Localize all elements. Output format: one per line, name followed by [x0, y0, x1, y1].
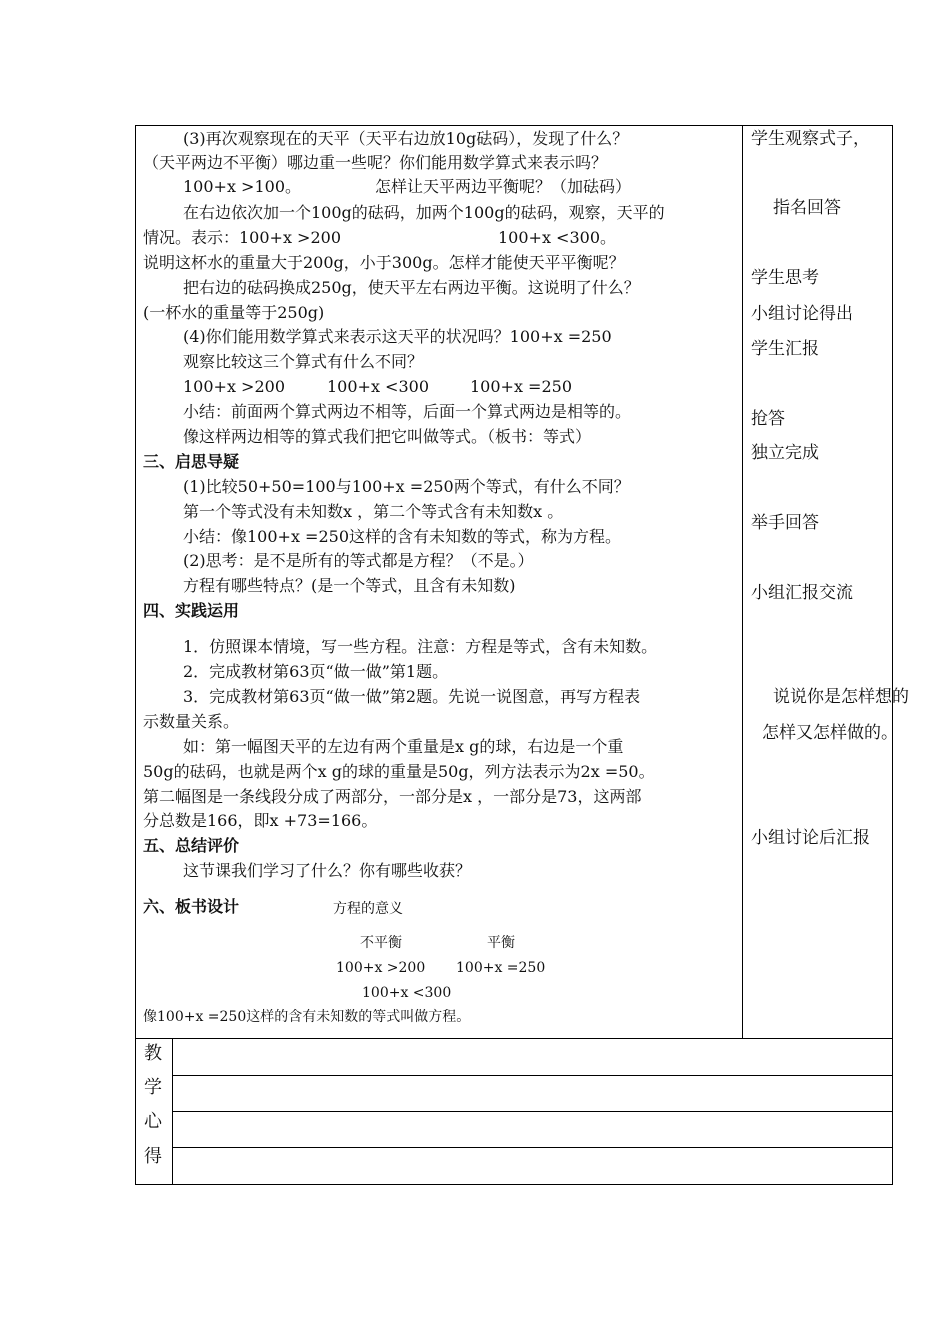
side-note: 指名回答: [773, 198, 841, 218]
board-title: 方程的意义: [333, 901, 403, 917]
reflection-label-char: 学: [144, 1077, 162, 1098]
column-divider: [742, 125, 743, 1038]
main-line: 3．完成教材第63页“做一做”第2题。先说一说图意，再写方程表: [183, 687, 641, 706]
side-note: 独立完成: [751, 443, 819, 463]
board-balanced: 平衡: [487, 935, 515, 951]
main-line: (2)思考：是不是所有的等式都是方程？（不是。）: [183, 551, 534, 570]
main-line: 小结：像100+x =250这样的含有未知数的等式，称为方程。: [183, 527, 622, 546]
main-line: 2．完成教材第63页“做一做”第1题。: [183, 662, 449, 681]
side-note: 学生思考: [751, 268, 819, 288]
section-heading: 五、总结评价: [143, 836, 240, 855]
board-eq1: 100+x >200: [336, 960, 426, 976]
main-line: 这节课我们学习了什么？你有哪些收获？: [183, 861, 472, 880]
board-eq2: 100+x =250: [456, 960, 546, 976]
reflection-line-2: [172, 1111, 893, 1112]
section-heading: 四、实践运用: [143, 601, 240, 620]
main-line: 分总数是166，即x +73=166。: [143, 811, 378, 830]
reflection-label-char: 得: [144, 1146, 162, 1167]
reflection-label-char: 教: [144, 1043, 162, 1064]
reflection-line-3: [172, 1147, 893, 1148]
board-eq3: 100+x <300: [362, 985, 452, 1001]
main-line: 把右边的砝码换成250g，使天平左右两边平衡。这说明了什么？: [183, 278, 640, 297]
main-line: 第一个等式没有未知数x ，第二个等式含有未知数x 。: [183, 502, 564, 521]
main-line: 50g的砝码，也就是两个x g的球的重量是50g，列方法表示为2x =50。: [143, 762, 655, 781]
main-line: 怎样让天平两边平衡呢？（加砝码）: [375, 177, 632, 196]
row-divider: [135, 1038, 893, 1039]
main-line: 1．仿照课本情境，写一些方程。注意：方程是等式，含有未知数。: [183, 637, 658, 656]
main-line: 小结：前面两个算式两边不相等，后面一个算式两边是相等的。: [183, 402, 632, 421]
main-line: 在右边依次加一个100g的砝码，加两个100g的砝码，观察，天平的: [183, 203, 665, 222]
side-note: 抢答: [751, 409, 785, 429]
reflection-line-1: [172, 1075, 893, 1076]
main-line: (4)你们能用数学算式来表示这天平的状况吗？100+x =250: [183, 327, 612, 346]
main-line: 观察比较这三个算式有什么不同？: [183, 352, 424, 371]
board-summary: 像100+x =250这样的含有未知数的等式叫做方程。: [143, 1009, 471, 1025]
main-line: (1)比较50+50=100与100+x =250两个等式，有什么不同？: [183, 477, 630, 496]
main-line: 如：第一幅图天平的左边有两个重量是x g的球，右边是一个重: [183, 737, 624, 756]
main-line: 说明这杯水的重量大于200g，小于300g。怎样才能使天平平衡呢？: [143, 253, 625, 272]
side-note: 学生观察式子，: [751, 129, 870, 149]
reflection-label-char: 心: [144, 1111, 162, 1132]
main-line: 100+x >100。: [183, 177, 302, 196]
main-line: (一杯水的重量等于250g): [143, 303, 325, 322]
side-note: 说说你是怎样想的: [773, 687, 909, 707]
main-line: 像这样两边相等的算式我们把它叫做等式。（板书：等式）: [183, 427, 592, 446]
section-heading: 六、板书设计: [143, 897, 240, 916]
main-line: 100+x <300: [327, 377, 429, 396]
side-note: 小组讨论得出: [751, 304, 853, 324]
side-note: 小组讨论后汇报: [751, 828, 870, 848]
main-line: 100+x >200: [183, 377, 285, 396]
side-note: 小组汇报交流: [751, 583, 853, 603]
main-line: 情况。表示：100+x >200: [143, 228, 342, 247]
section-heading: 三、启思导疑: [143, 452, 240, 471]
side-note: 怎样又怎样做的。: [762, 723, 898, 743]
main-line: 第二幅图是一条线段分成了两部分，一部分是x ，一部分是73，这两部: [143, 787, 642, 806]
main-line: 方程有哪些特点？(是一个等式，且含有未知数): [183, 576, 516, 595]
side-note: 举手回答: [751, 513, 819, 533]
main-line: 100+x <300。: [498, 228, 617, 247]
main-line: （天平两边不平衡）哪边重一些呢？你们能用数学算式来表示吗？: [143, 153, 608, 172]
board-unbalanced: 不平衡: [360, 935, 402, 951]
main-line: 100+x =250: [470, 377, 572, 396]
main-line: (3)再次观察现在的天平（天平右边放10g砝码），发现了什么？: [183, 129, 629, 148]
side-note: 学生汇报: [751, 339, 819, 359]
main-line: 示数量关系。: [143, 712, 240, 731]
